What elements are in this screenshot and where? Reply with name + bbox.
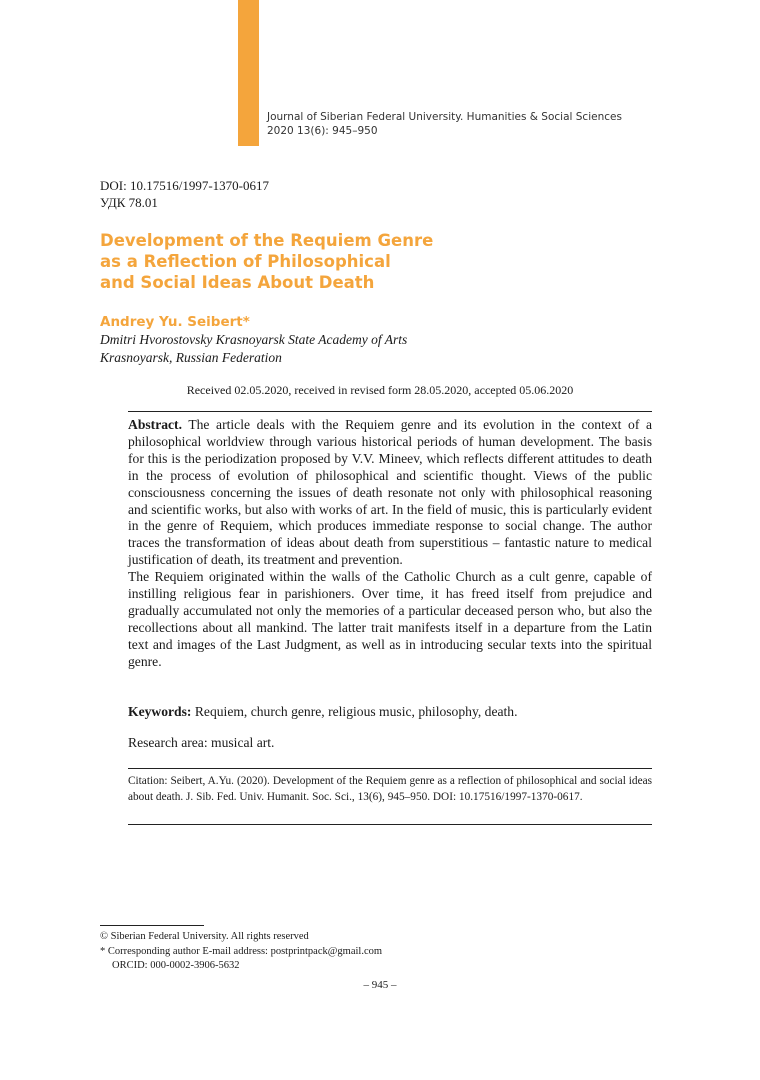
title-line: as a Reflection of Philosophical (100, 252, 391, 271)
footnote-copyright: © Siberian Federal University. All rights reserved (100, 931, 309, 942)
abstract (128, 417, 652, 671)
journal-name: Journal of Siberian Federal University. Humanities & Social Sciences (267, 111, 622, 123)
research-area: Research area: musical art. (128, 735, 275, 750)
citation-top-divider (128, 768, 652, 769)
title-line: Development of the Requiem Genre (100, 231, 434, 250)
abstract-text: The article deals with the Requiem genre and its evolution in the context of a philosophical worldview through various historical periods of human development. The basis for this is the periodization proposed by V.V. Mineev, which reflects different attitudes to death in the process of evolution of philosophical and scientific thought. Views of the public consciousness concerning the issues of death resonate not only with philosophical reasoning and scientific works, but also with works of art. In the field of music, this is particularly evident in the genre of Requiem, which produces immediate response to social change. The author traces the transformation of ideas about death from superstitious – fantastic nature to medical justification of death, its treatment and prevention. (128, 417, 652, 568)
citation-bottom-divider (128, 824, 652, 825)
affiliation (100, 331, 407, 367)
author-name: Andrey Yu. Seibert* (100, 314, 250, 330)
affiliation-institution: Dmitri Hvorostovsky Krasnoyarsk State Academy of Arts (100, 332, 408, 347)
journal-issue: 2020 13(6): 945–950 (267, 125, 378, 137)
article-title (100, 230, 520, 293)
affiliation-location: Krasnoyarsk, Russian Federation (100, 350, 282, 365)
citation: Citation: Seibert, A.Yu. (2020). Development of the Requiem genre as a reflection of philosophical and social ideas about death. J. Sib. Fed. Univ. Humanit. Soc. Sci., 13(6), 945–950. DOI: 10.17516/1997-1370-0617. (128, 775, 652, 803)
footnote-orcid: ORCID: 000-0002-3906-5632 (112, 960, 240, 971)
received-dates: Received 02.05.2020, received in revised form 28.05.2020, accepted 05.06.2020 (186, 383, 574, 397)
udk: УДК 78.01 (100, 195, 158, 210)
footnote-corresponding-author: * Corresponding author E-mail address: postprintpack@gmail.com (100, 945, 383, 957)
footnotes (100, 930, 382, 974)
page-number: – 945 – (363, 979, 397, 991)
keywords (128, 703, 652, 720)
article-identifiers (100, 177, 269, 211)
abstract-label: Abstract. (128, 417, 182, 432)
doi: DOI: 10.17516/1997-1370-0617 (100, 178, 269, 193)
keywords-text: Requiem, church genre, religious music, philosophy, death. (194, 704, 518, 719)
keywords-label: Keywords: (128, 704, 192, 719)
journal-accent-bar (238, 0, 259, 146)
abstract-paragraph (128, 417, 652, 569)
title-line: and Social Ideas About Death (100, 273, 375, 292)
journal-header (267, 110, 622, 138)
footnote-divider (100, 925, 204, 926)
abstract-top-divider (128, 411, 652, 412)
abstract-paragraph: The Requiem originated within the walls of the Catholic Church as a cult genre, capable of instilling religious fear in parishioners. Over time, it has freed itself from prejudice and gradually accumulated not only the memories of a particular deceased person who, but also the recollections about all mankind. The latter trait manifests itself in a departure from the Latin text and images of the Last Judgment, as well as in introducing secular texts into the spiritual genre. (128, 569, 652, 669)
